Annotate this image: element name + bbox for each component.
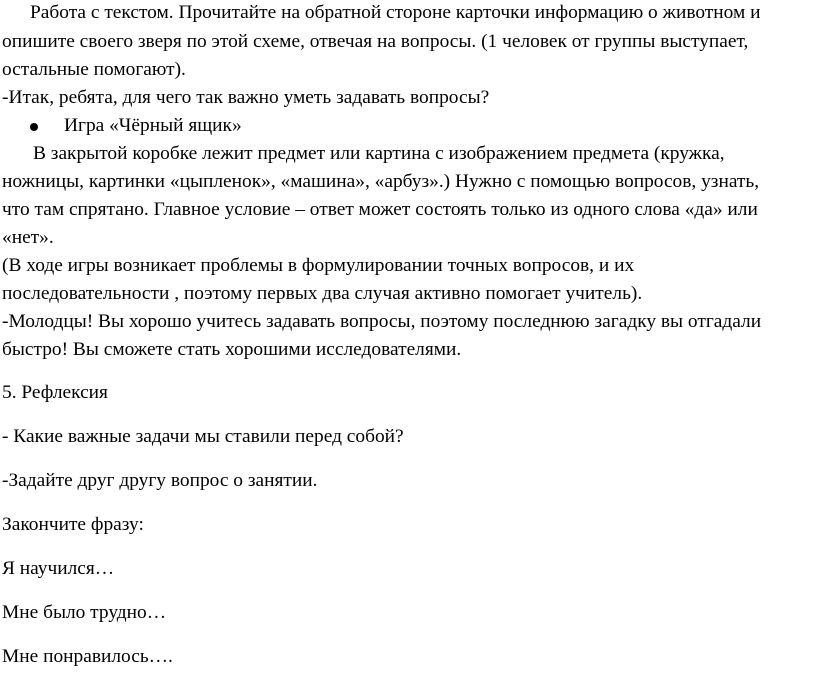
praise-line-1: -Молодцы! Вы хорошо учитесь задавать вопросы, поэтому последнюю загадку вы отгадали [2, 311, 762, 332]
bullet-icon [30, 123, 38, 131]
phrase-learned: Я научился… [2, 558, 115, 579]
note-line-2: последовательности , поэтому первых два случая активно помогает учитель). [2, 283, 643, 304]
reflection-question-2: -Задайте друг другу вопрос о занятии. [2, 470, 318, 491]
note-line-1: (В ходе игры возникает проблемы в формулировании точных вопросов, и их [2, 255, 635, 276]
finish-phrase-prompt: Закончите фразу: [2, 514, 144, 535]
paragraph-task-line-2: опишите своего зверя по этой схеме, отвечая на вопросы. (1 человек от группы выступает, [2, 31, 749, 52]
reflection-question-1: - Какие важные задачи мы ставили перед собой? [2, 426, 404, 447]
game-title: Игра «Чёрный ящик» [64, 115, 242, 136]
section-reflection-heading: 5. Рефлексия [2, 382, 108, 403]
paragraph-task-line-1: Работа с текстом. Прочитайте на обратной стороне карточки информацию о животном и [30, 2, 761, 23]
game-description-line-4: «нет». [2, 227, 54, 248]
phrase-difficult: Мне было трудно… [2, 602, 167, 623]
game-description-line-2: ножницы, картинки «цыпленок», «машина», «арбуз».) Нужно с помощью вопросов, узнать, [2, 171, 760, 192]
praise-line-2: быстро! Вы сможете стать хорошими исследователями. [2, 339, 462, 360]
paragraph-task-line-3: остальные помогают). [2, 59, 186, 80]
question-line: -Итак, ребята, для чего так важно уметь задавать вопросы? [2, 87, 490, 108]
phrase-liked: Мне понравилось…. [2, 646, 173, 667]
game-description-line-1: В закрытой коробке лежит предмет или картина с изображением предмета (кружка, [33, 143, 725, 164]
game-description-line-3: что там спрятано. Главное условие – ответ может состоять только из одного слова «да» или [2, 199, 758, 220]
